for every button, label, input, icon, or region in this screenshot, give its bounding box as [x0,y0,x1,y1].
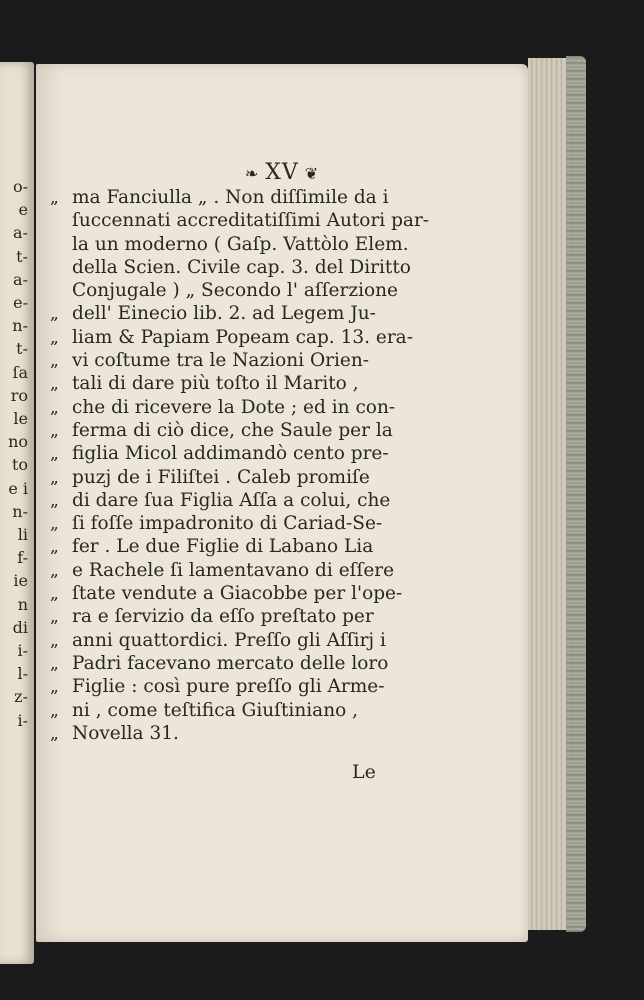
quote-mark: „ [50,351,59,372]
line-text: figlia Micol addimandò cento pre- [72,443,389,465]
prev-page-fragment: li [17,525,28,544]
line-text: vi coſtume tra le Nazioni Orien- [72,350,370,372]
right-ornament-icon: ❦ [304,164,320,183]
quote-mark: „ [50,537,59,558]
text-line [50,396,400,419]
prev-page-fragment: z- [14,687,28,707]
quote-mark: „ [50,304,59,325]
prev-page-fragment: ie [13,571,28,591]
prev-page-fragment: le [13,409,28,428]
prev-page-fragment: f- [17,548,28,568]
left-ornament-icon: ❧ [244,164,260,183]
text-line [50,326,413,349]
quote-mark: „ [50,374,59,395]
quote-mark: „ [50,397,59,418]
prev-page-fragment: n [17,594,28,614]
prev-page-fragment: o- [12,177,28,196]
text-line [50,582,403,605]
line-text: ſtate vendute a Giacobbe per l'ope- [72,583,403,605]
line-text: Padri facevano mercato delle loro [72,652,389,674]
quote-mark: „ [50,467,59,488]
text-line [50,535,400,558]
line-text: che di ricevere la Dote ; ed in con- [72,396,396,418]
text-line [50,442,400,465]
line-text: della Scien. Civile cap. 3. del Diritto [72,256,411,278]
line-text: di dare ſua Figlia Aſſa a colui, che [72,489,391,511]
text-line [50,349,400,372]
text-line [50,605,400,628]
text-line [50,629,400,652]
text-line [50,256,411,279]
line-text: ferma di ciò dice, che Saule per la [72,419,393,441]
quote-mark: „ [50,653,59,674]
quote-mark: „ [50,560,59,581]
text-line [50,466,400,489]
book-cover-edge [566,56,586,932]
prev-page-fragment: n- [12,501,28,521]
quote-mark: „ [50,444,59,465]
line-text: ma Fanciulla „ . Non diſſimile da i [72,187,389,208]
text-line [50,233,409,256]
text-line [50,209,430,232]
quote-mark: „ [50,188,59,208]
quote-mark: „ [50,327,59,348]
line-text: e Rachele ſi lamentavano di eſſere [72,559,395,581]
line-text: puzj de i Filiſtei . Caleb promiſe [72,466,370,488]
prev-page-fragment: a- [13,269,28,289]
line-text: Novella 31. [72,722,179,744]
line-text: ra e ſervizio da eſſo preſtato per [72,606,374,628]
text-line [50,559,400,582]
prev-page-fragment: i- [17,641,28,660]
prev-page-fragment: e [18,200,28,220]
line-text: ſi foſſe impadronito di Cariad-Se- [72,513,383,535]
quote-mark: „ [50,630,59,651]
line-text: ni , come teſtifica Giuſtiniano , [72,699,359,721]
text-line [50,186,400,209]
text-line [50,279,400,302]
prev-page-fragment: no [8,432,28,452]
prev-page-fragment: ſa [12,362,28,382]
line-text: liam & Papiam Popeam cap. 13. era- [72,326,413,348]
prev-page-fragment: t- [16,246,28,266]
line-text: ſuccennati accreditatiſſimi Autori par- [72,210,430,232]
line-text: anni quattordici. Preſſo gli Aſſirj i [72,629,386,651]
text-line [50,302,400,325]
prev-page-fragment: t- [16,339,28,359]
text-line [50,512,400,535]
text-line [50,419,400,442]
prev-page-fragment: ro [10,385,28,405]
prev-page-fragment: a- [13,223,28,243]
text-line [50,675,400,698]
text-line [50,699,400,722]
text-line [50,652,400,675]
line-text: fer . Le due Figlie di Labano Lia [72,536,374,558]
prev-page-fragment: to [11,455,28,475]
text-line [50,372,400,395]
quote-mark: „ [50,584,59,605]
page-header [36,160,528,185]
previous-page-edge [0,62,34,964]
quote-mark: „ [50,607,59,628]
quote-mark: „ [50,490,59,511]
line-text: tali di dare più toſto il Marito , [72,373,359,395]
catchword: Le [352,761,376,783]
text-line [50,489,400,512]
prev-page-fragment: i- [17,710,28,730]
line-text: Figlie : così pure preſſo gli Arme- [72,676,385,698]
prev-page-fragment: di [12,617,28,637]
prev-page-fragment: e- [13,293,28,312]
prev-page-fragment: e i [8,478,28,498]
page-number: XV [265,160,299,185]
book-page [36,64,528,942]
prev-page-fragment: l- [17,664,28,684]
line-text: dell' Einecio lib. 2. ad Legem Ju- [72,303,376,325]
line-text: Conjugale ) „ Secondo l' aſſerzione [72,280,398,302]
quote-mark: „ [50,420,59,441]
quote-mark: „ [50,700,59,721]
page-text [50,186,430,745]
prev-page-fragment: n- [12,316,28,336]
quote-mark: „ [50,677,59,698]
line-text: la un moderno ( Gaſp. Vattòlo Elem. [72,233,409,255]
quote-mark: „ [50,723,59,744]
text-line [50,722,400,745]
quote-mark: „ [50,514,59,535]
